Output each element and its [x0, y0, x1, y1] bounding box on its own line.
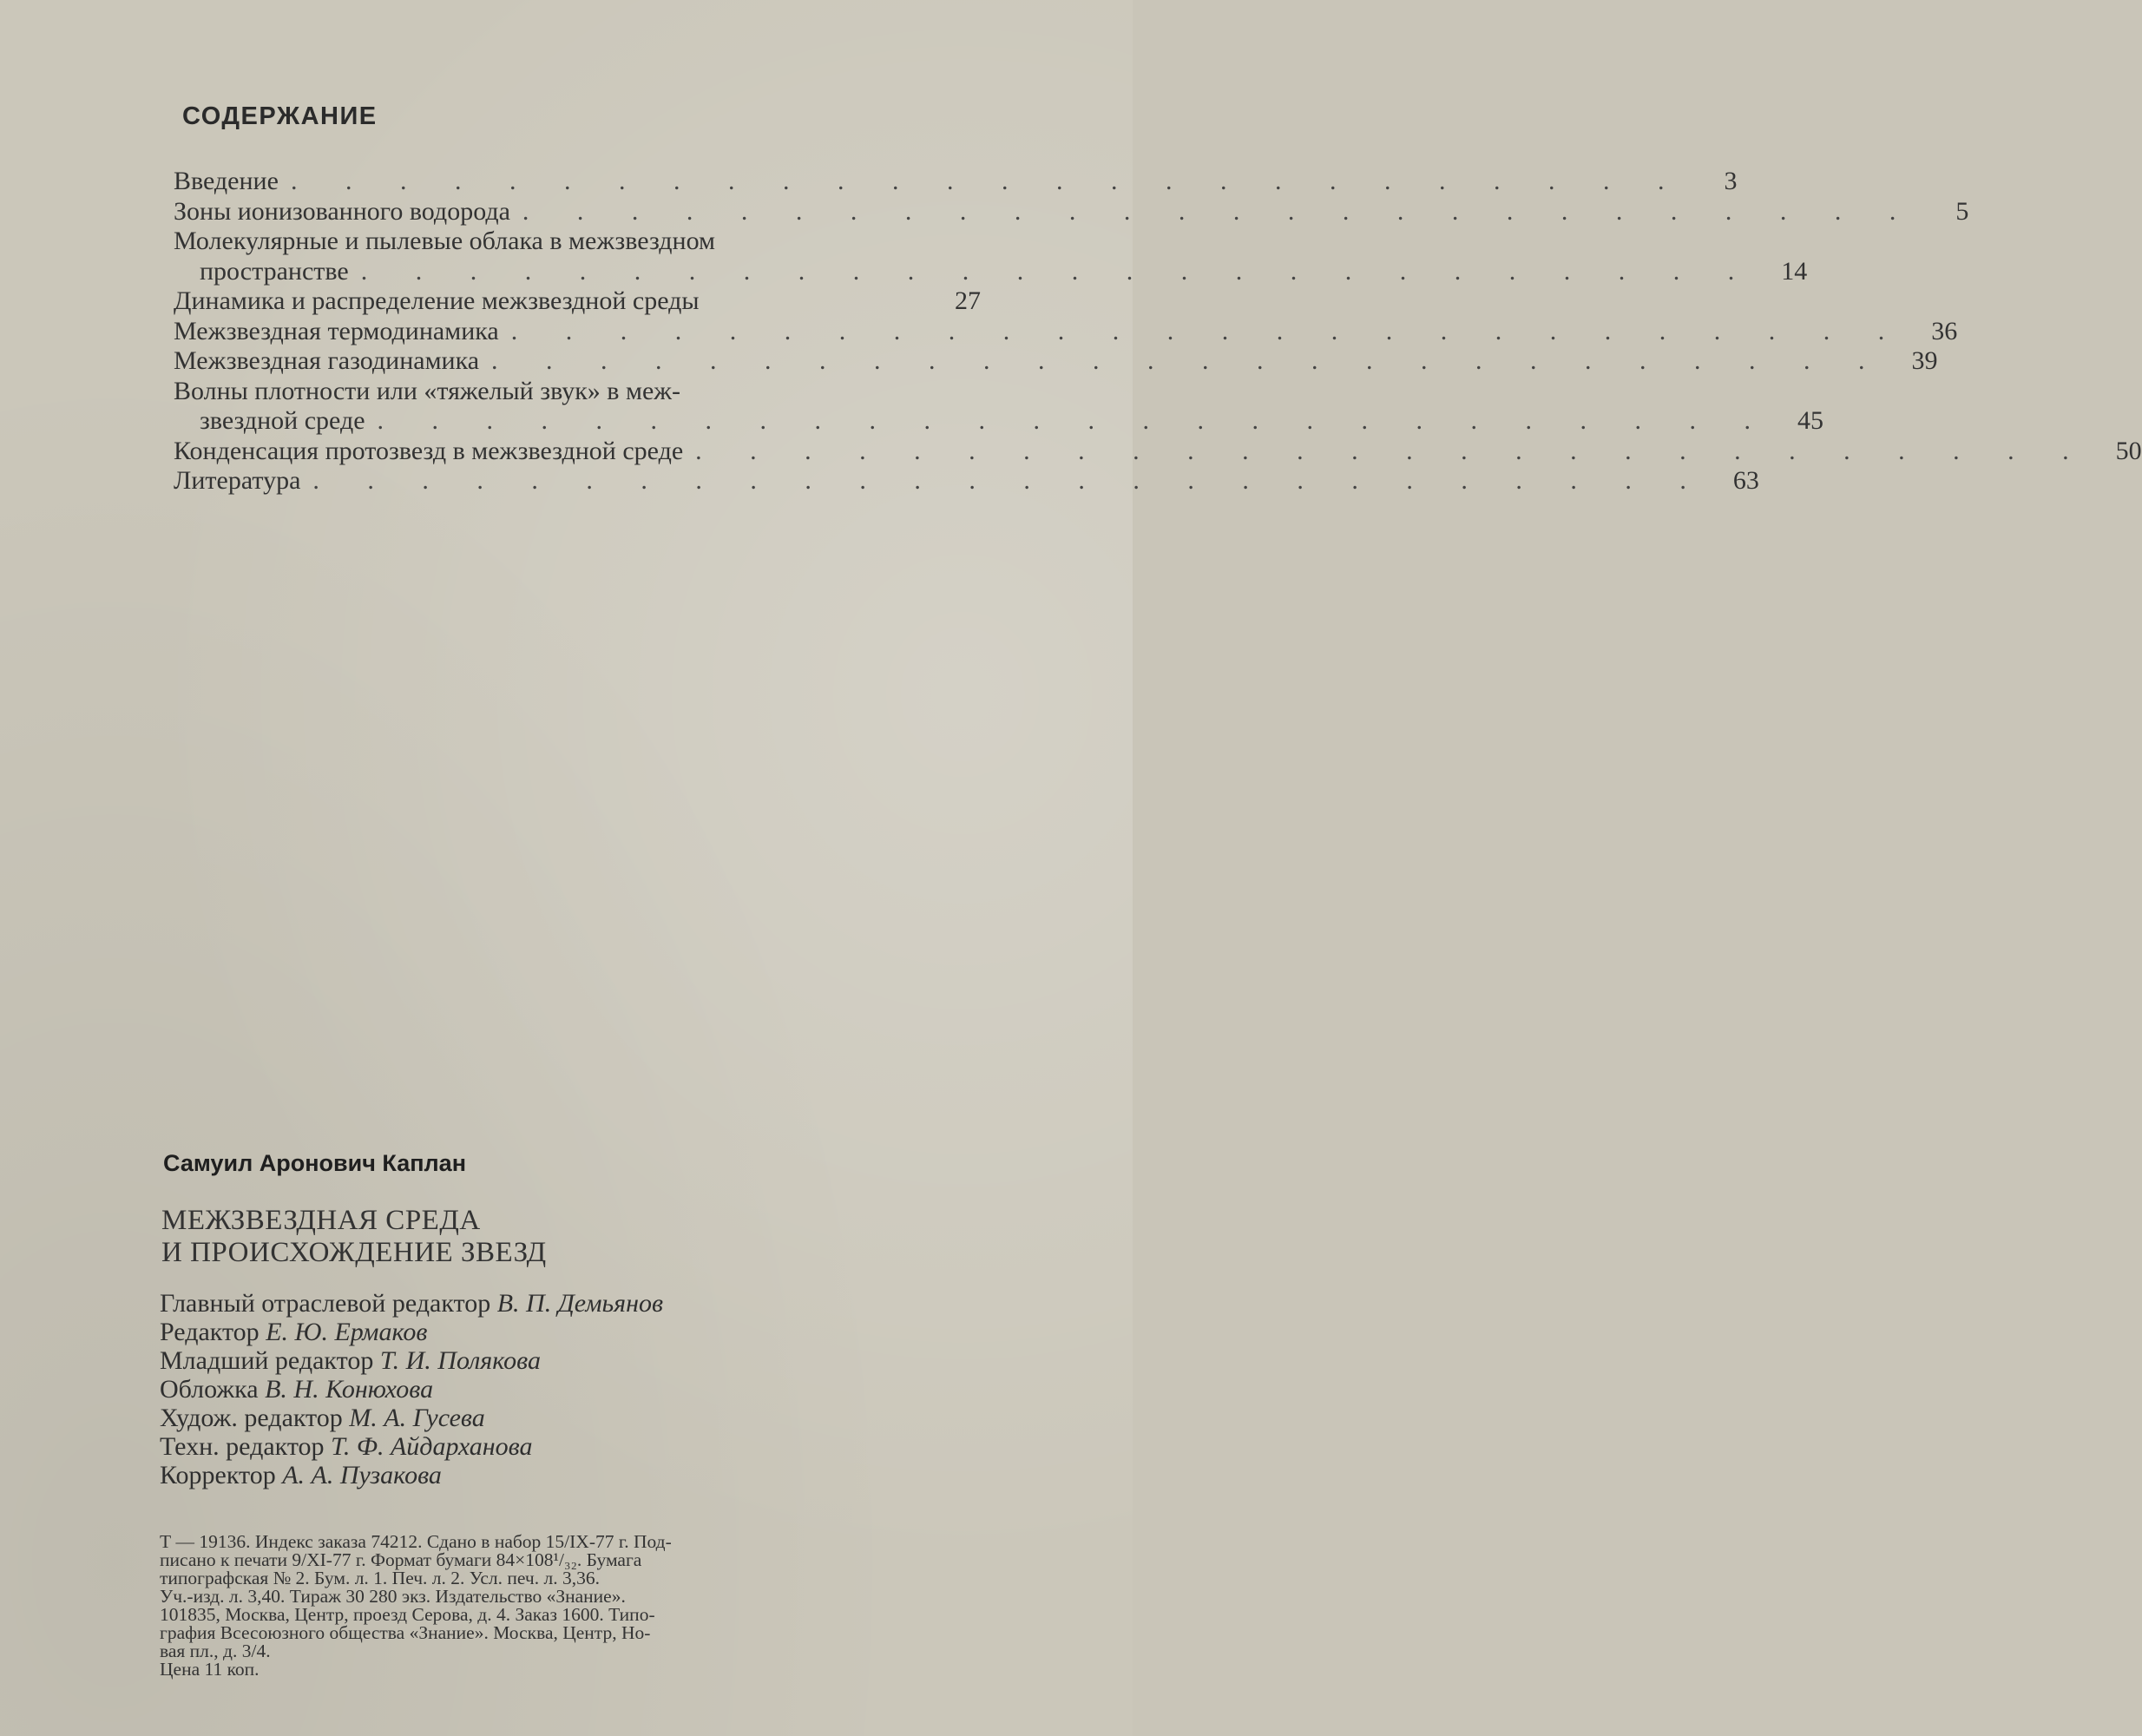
toc-dot-leader: . . . . . . . . . . . . . . . . . . . . . . . . . .	[360, 256, 1756, 286]
toc-entry	[174, 316, 1958, 347]
toc-entry-title: Литература	[174, 466, 301, 495]
editorial-credits	[160, 1289, 663, 1489]
toc-entry	[174, 196, 1969, 227]
publication-imprint	[160, 1533, 949, 1679]
credit-line	[160, 1346, 663, 1375]
book-title-line: МЕЖЗВЕЗДНАЯ СРЕДА	[161, 1205, 481, 1236]
credit-line	[160, 1461, 663, 1489]
credit-person: В. Н. Конюхова	[265, 1375, 434, 1404]
toc-dot-leader: . . . . . . . . . . . . . . . . . . . . . . . . . .	[290, 167, 1685, 195]
toc-entry-page: 63	[1732, 466, 1759, 495]
toc-entry-title: Конденсация протозвезд в межзвездной среде	[174, 436, 684, 465]
credit-role: Худож. редактор	[160, 1404, 343, 1432]
toc-dot-leader: . . . . . . . . . . . . . . . . . . . . . . . . . .	[522, 196, 1917, 226]
credit-role: Обложка	[160, 1375, 259, 1404]
credit-line	[160, 1432, 663, 1461]
toc-dot-leader: . . . . . . . . . . . . . . . . . . . . . . . . . .	[312, 466, 1707, 495]
toc-entry-page: 3	[1724, 167, 1738, 195]
toc-entry-title: Введение	[174, 167, 279, 195]
toc-entry	[174, 406, 1824, 437]
toc-entry-page: 27	[955, 286, 981, 315]
imprint-line: 101835, Москва, Центр, проезд Серова, д. 4. Заказ 1600. Типо-	[160, 1604, 655, 1625]
toc-entry	[174, 256, 1808, 287]
toc-entry	[174, 286, 981, 317]
toc-dot-leader: . . . . . . . . . . . . . . . . . . . . . . . . . .	[491, 346, 1886, 375]
credit-role: Младший редактор	[160, 1346, 374, 1375]
toc-entry	[174, 377, 981, 407]
imprint-price: Цена 11 коп.	[160, 1659, 260, 1680]
credit-line	[160, 1375, 663, 1404]
imprint-line: писано к печати 9/XI-77 г. Формат бумаги 84×108¹/₃₂. Бумага	[160, 1549, 642, 1570]
toc-heading: СОДЕРЖАНИЕ	[182, 102, 378, 130]
toc-entry-page: 45	[1797, 406, 1824, 435]
credit-line	[160, 1289, 663, 1318]
credit-person: А. А. Пузакова	[282, 1461, 442, 1489]
toc-entry	[174, 436, 2142, 467]
author-name: Самуил Аронович Каплан	[163, 1150, 466, 1176]
toc-entry-title: Межзвездная газодинамика	[174, 346, 480, 375]
toc-entry-title: Волны плотности или «тяжелый звук» в меж-	[174, 376, 680, 405]
toc-entry	[174, 346, 1938, 377]
book-title-line: И ПРОИСХОЖДЕНИЕ ЗВЕЗД	[161, 1237, 547, 1268]
credit-line	[160, 1404, 663, 1432]
credit-person: Е. Ю. Ермаков	[266, 1318, 428, 1346]
credit-person: В. П. Демьянов	[496, 1289, 664, 1318]
toc-entry-title: Зоны ионизованного водорода	[174, 196, 510, 226]
toc-entry-title: Межзвездная термодинамика	[174, 316, 499, 345]
credit-line	[160, 1318, 663, 1346]
credit-person: Т. И. Полякова	[379, 1346, 541, 1375]
toc-entry-title: пространстве	[200, 256, 349, 286]
toc-entry-title: Молекулярные и пылевые облака в межзвездном	[174, 227, 715, 255]
toc-dot-leader: . . . . . . . . . . . . . . . . . . . . . . . . . .	[377, 406, 1772, 435]
imprint-line: Т — 19136. Индекс заказа 74212. Сдано в набор 15/IX-77 г. Под-	[160, 1531, 672, 1552]
credit-role: Редактор	[160, 1318, 260, 1346]
toc-entry	[174, 167, 1738, 197]
toc-dot-leader: . . . . . . . . . . . . . . . . . . . . . . . . . .	[695, 436, 2090, 465]
toc-entry-title: звездной среде	[200, 406, 365, 435]
credit-role: Техн. редактор	[160, 1432, 325, 1461]
credit-role: Корректор	[160, 1461, 276, 1489]
toc-entry	[174, 227, 981, 257]
toc-entry-page: 50	[2115, 436, 2142, 465]
toc-entry-page: 36	[1931, 316, 1958, 345]
imprint-line: графия Всесоюзного общества «Знание». Москва, Центр, Но-	[160, 1622, 651, 1643]
imprint-line: типографская № 2. Бум. л. 1. Печ. л. 2. Усл. печ. л. 3,36.	[160, 1568, 600, 1588]
toc-entry-page: 39	[1911, 346, 1938, 375]
toc-entry-page: 14	[1781, 256, 1808, 286]
toc-entry-page: 5	[1955, 196, 1969, 226]
credit-person: Т. Ф. Айдарханова	[331, 1432, 533, 1461]
credit-role: Главный отраслевой редактор	[160, 1289, 491, 1318]
book-title	[161, 1205, 547, 1269]
toc-entry-title: Динамика и распределение межзвездной среды	[174, 286, 700, 315]
toc-entry	[174, 466, 1759, 496]
table-of-contents	[174, 167, 2142, 496]
toc-dot-leader: . . . . . . . . . . . . . . . . . . . . . . . . . .	[510, 316, 1906, 345]
imprint-line: Уч.-изд. л. 3,40. Тираж 30 280 экз. Издательство «Знание».	[160, 1586, 626, 1607]
credit-person: М. А. Гусева	[349, 1404, 485, 1432]
imprint-line: вая пл., д. 3/4.	[160, 1641, 271, 1661]
